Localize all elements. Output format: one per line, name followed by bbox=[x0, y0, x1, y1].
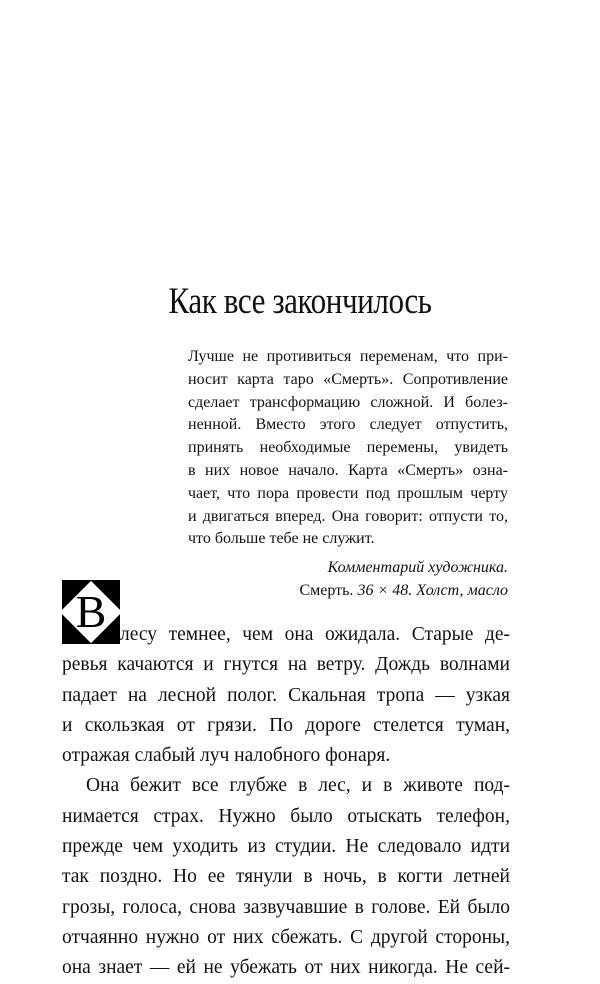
epigraph-line: в них новое начало. Карта «Смерть» озна- bbox=[188, 461, 508, 479]
body-line: нимается страх. Нужно было отыскать телефон, bbox=[62, 805, 510, 827]
body-line: отчаянно нужно от них сбежать. С другой стороны, bbox=[62, 926, 510, 948]
attribution-artwork-line bbox=[299, 579, 508, 602]
attribution-source: Комментарий художника. bbox=[327, 559, 508, 576]
body-line: прежде чем уходить из студии. Не следовало идти bbox=[62, 836, 510, 858]
body-text bbox=[62, 620, 510, 984]
epigraph-line: сделает трансформацию сложной. И болез- bbox=[188, 393, 508, 411]
drop-cap-letter: В bbox=[75, 586, 107, 637]
body-line: грозы, голоса, снова зазвучавшие в голове. Ей было bbox=[62, 896, 510, 918]
epigraph-line: носит карта таро «Смерть». Сопротивление bbox=[188, 370, 508, 388]
body-line: ревья качаются и гнутся на ветру. Дождь волнами bbox=[62, 654, 510, 676]
epigraph bbox=[188, 346, 508, 551]
body-line: отражая слабый луч налобного фонаря. bbox=[62, 745, 391, 767]
body-line: и скользкая от грязи. По дороге стелется туман, bbox=[62, 714, 510, 736]
body-line: лесу темнее, чем она ожидала. Старые де- bbox=[120, 624, 510, 645]
chapter-title: Как все закончилось bbox=[168, 281, 432, 322]
body-line: она знает — ей не убежать от них никогда. Не сей- bbox=[62, 957, 510, 979]
artwork-details: 36 × 48. Холст, масло bbox=[357, 582, 508, 599]
epigraph-line: Лучше не противиться переменам, что при- bbox=[188, 348, 508, 365]
epigraph-line: чает, что пора провести под прошлым черту bbox=[188, 484, 508, 502]
epigraph-line: ненной. Вместо этого следует отпустить, bbox=[188, 416, 508, 434]
artwork-title: Смерть. bbox=[299, 582, 354, 599]
body-line: так поздно. Но ее тянули в ночь, в когти летней bbox=[62, 866, 510, 888]
body-line: Она бежит все глубже в лес, и в животе под- bbox=[86, 775, 510, 797]
epigraph-line: и двигаться вперед. Она говорит: отпусти то, bbox=[188, 507, 508, 525]
body-line: падает на лесной полог. Скальная тропа — узкая bbox=[62, 684, 510, 706]
epigraph-line: принять необходимые перемены, увидеть bbox=[188, 439, 508, 457]
epigraph-attribution bbox=[299, 556, 508, 602]
epigraph-line: что больше тебе не служит. bbox=[188, 530, 375, 548]
